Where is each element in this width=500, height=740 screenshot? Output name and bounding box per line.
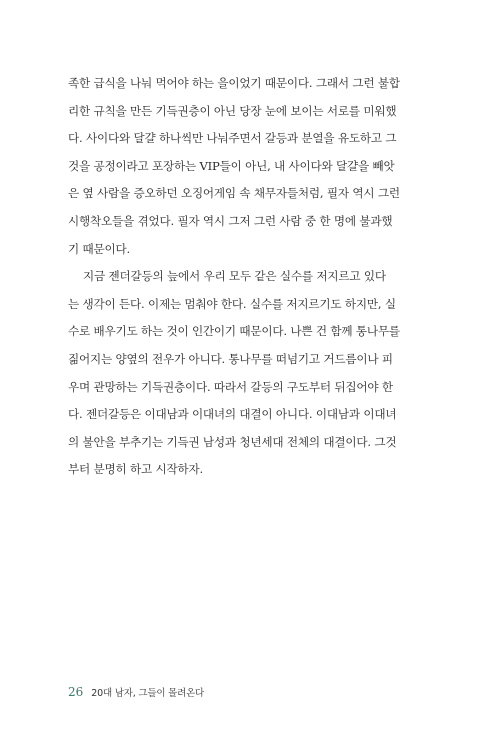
text-line: 다. 사이다와 달걀 하나씩만 나눠주면서 갈등과 분열을 유도하고 그 [68, 131, 397, 146]
text-line: 수로 배우기도 하는 것이 인간이기 때문이다. 나쁜 건 함께 통나무를 [68, 324, 400, 339]
paragraph-1 [68, 70, 432, 263]
body-text [68, 70, 432, 484]
page-footer [68, 685, 204, 699]
paragraph-2 [68, 263, 432, 484]
text-line: 기 때문이다. [68, 241, 130, 256]
text-line: 지금 젠더갈등의 늪에서 우리 모두 같은 실수를 저지르고 있다 [83, 269, 386, 284]
text-line: 것을 공정이라고 포장하는 VIP들이 아닌, 내 사이다와 달걀을 빼앗 [68, 158, 395, 173]
text-line: 의 불안을 부추기는 기득권 남성과 청년세대 전체의 대결이다. 그것 [68, 434, 397, 449]
text-line: 은 옆 사람을 증오하던 오징어게임 속 채무자들처럼, 필자 역시 그런 [68, 186, 400, 201]
page-number: 26 [68, 685, 84, 699]
text-line: 리한 규칙을 만든 기득권층이 아닌 당장 눈에 보이는 서로를 미워했 [68, 103, 397, 118]
text-line: 족한 급식을 나눠 먹어야 하는 을이었기 때문이다. 그래서 그런 불합 [68, 76, 400, 90]
text-line: 다. 젠더갈등은 이대남과 이대녀의 대결이 아니다. 이대남과 이대녀 [68, 407, 397, 422]
text-line: 시행착오들을 겪었다. 필자 역시 그저 그런 사람 중 한 명에 불과했 [68, 213, 393, 228]
running-head: 20대 남자, 그들이 몰려온다 [91, 688, 205, 699]
text-line: 짊어지는 양옆의 전우가 아니다. 통나무를 떠넘기고 거드름이나 피 [68, 351, 393, 366]
text-line: 는 생각이 든다. 이제는 멈춰야 한다. 실수를 저지르기도 하지만, 실 [68, 296, 396, 311]
text-line: 부터 분명히 하고 시작하자. [68, 462, 203, 477]
text-line: 우며 관망하는 기득권층이다. 따라서 갈등의 구도부터 뒤집어야 한 [68, 379, 393, 394]
